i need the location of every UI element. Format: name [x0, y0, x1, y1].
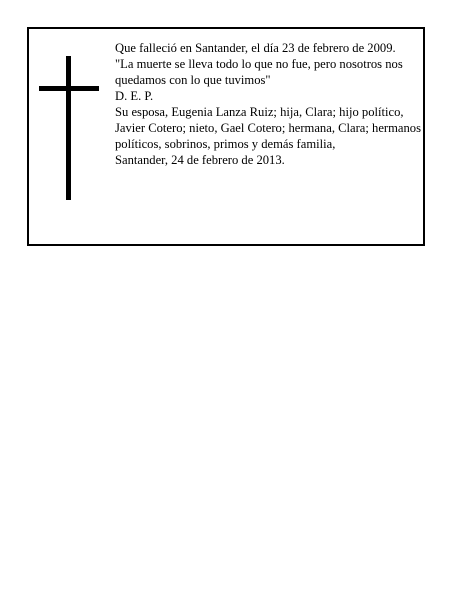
notice-text	[115, 40, 425, 168]
mourners-line: Su esposa, Eugenia Lanza Ruiz; hija, Clara; hijo político, Javier Cotero; nieto, Gael Cotero; hermana, Clara; hermanos políticos, sobrinos, primos y demás familia,	[115, 105, 421, 151]
cross-horizontal-bar	[39, 86, 99, 91]
cross-vertical-bar	[66, 56, 71, 200]
announcement-line: Que falleció en Santander, el día 23 de febrero de 2009.	[115, 41, 396, 55]
rest-in-peace-line: D. E. P.	[115, 89, 154, 103]
place-date-line: Santander, 24 de febrero de 2013.	[115, 153, 285, 167]
quote-line: "La muerte se lleva todo lo que no fue, pero nosotros nos quedamos con lo que tuvimos"	[115, 57, 403, 87]
obituary-notice	[27, 27, 425, 246]
cross-icon	[39, 56, 99, 200]
